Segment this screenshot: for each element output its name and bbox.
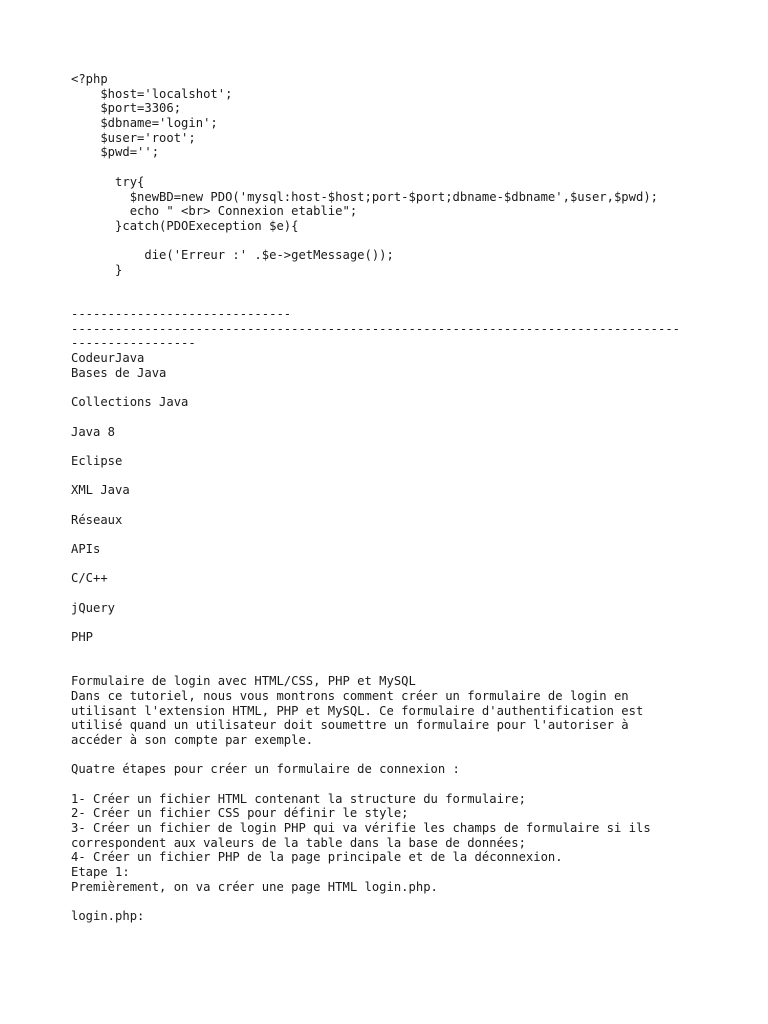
blank-line (71, 777, 711, 792)
etape-label: Etape 1: (71, 865, 130, 880)
code-line: } (71, 262, 123, 277)
nav-item-java-8: Java 8 (71, 424, 116, 439)
blank-line (71, 439, 711, 454)
code-line: $dbname='login'; (71, 116, 218, 131)
article-title: Formulaire de login avec HTML/CSS, PHP et MySQL (71, 674, 416, 689)
code-line: die('Erreur :' .$e->getMessage()); (71, 248, 394, 263)
code-line (71, 234, 711, 249)
file-label: login.php: (71, 909, 145, 924)
nav-item-php: PHP (71, 630, 94, 645)
code-line: $pwd=''; (71, 145, 160, 160)
nav-item-codeurjava: CodeurJava (71, 351, 145, 366)
separator-line: ------------------------------ (71, 307, 292, 321)
blank-line (71, 292, 711, 307)
nav-item-bases-de-java: Bases de Java (71, 365, 167, 380)
nav-item-eclipse: Eclipse (71, 453, 123, 468)
blank-line (71, 586, 711, 601)
nav-item-c-cpp: C/C++ (71, 571, 108, 586)
blank-line (71, 615, 711, 630)
nav-item-collections-java: Collections Java (71, 395, 189, 410)
php-code-block (71, 72, 711, 278)
nav-list (71, 351, 711, 645)
blank-line (71, 380, 711, 395)
blank-line (71, 660, 711, 675)
blank-line (71, 278, 711, 293)
step-line: correspondent aux valeurs de la table dans la base de données; (71, 835, 526, 850)
code-line: }catch(PDOExeception $e){ (71, 218, 299, 233)
nav-item-apis: APIs (71, 542, 101, 556)
step-line: 1- Créer un fichier HTML contenant la structure du formulaire; (71, 791, 526, 806)
nav-item-jquery: jQuery (71, 600, 116, 615)
separator-line: ----------------------------------------------------------------------------------- (71, 321, 681, 336)
blank-line (71, 527, 711, 542)
blank-line (71, 469, 711, 484)
nav-item-xml-java: XML Java (71, 483, 130, 498)
step-line: 3- Créer un fichier de login PHP qui va vérifie les champs de formulaire si ils (71, 821, 651, 836)
separator-block (71, 307, 711, 351)
document-text (71, 72, 711, 924)
code-line: $user='root'; (71, 130, 196, 145)
code-line: try{ (71, 174, 145, 189)
separator-line: ----------------- (71, 336, 196, 351)
article-intro-line: accéder à son compte par exemple. (71, 732, 314, 747)
blank-line (71, 895, 711, 910)
blank-line (71, 498, 711, 513)
step-line: 4- Créer un fichier PHP de la page principale et de la déconnexion. (71, 850, 563, 865)
blank-line (71, 410, 711, 425)
article-intro-line: utilisé quand un utilisateur doit soumettre un formulaire pour l'autoriser à (71, 718, 629, 733)
blank-line (71, 557, 711, 572)
etape-text: Premièrement, on va créer une page HTML login.php. (71, 879, 438, 894)
article (71, 674, 711, 924)
nav-item-reseaux: Réseaux (71, 512, 123, 527)
blank-line (71, 748, 711, 763)
code-line: echo " <br> Connexion etablie"; (71, 204, 358, 219)
code-line: $host='localshot'; (71, 86, 233, 101)
blank-line (71, 645, 711, 660)
code-line: $port=3306; (71, 101, 182, 116)
steps-heading: Quatre étapes pour créer un formulaire de connexion : (71, 762, 460, 777)
code-line: $newBD=new PDO('mysql:host-$host;port-$port;dbname-$dbname',$user,$pwd); (71, 189, 658, 204)
code-line: <?php (71, 72, 108, 86)
article-intro-line: utilisant l'extension HTML, PHP et MySQL. Ce formulaire d'authentification est (71, 703, 644, 718)
code-line (71, 160, 711, 175)
step-line: 2- Créer un fichier CSS pour définir le style; (71, 806, 409, 821)
article-intro-line: Dans ce tutoriel, nous vous montrons comment créer un formulaire de login en (71, 688, 629, 703)
